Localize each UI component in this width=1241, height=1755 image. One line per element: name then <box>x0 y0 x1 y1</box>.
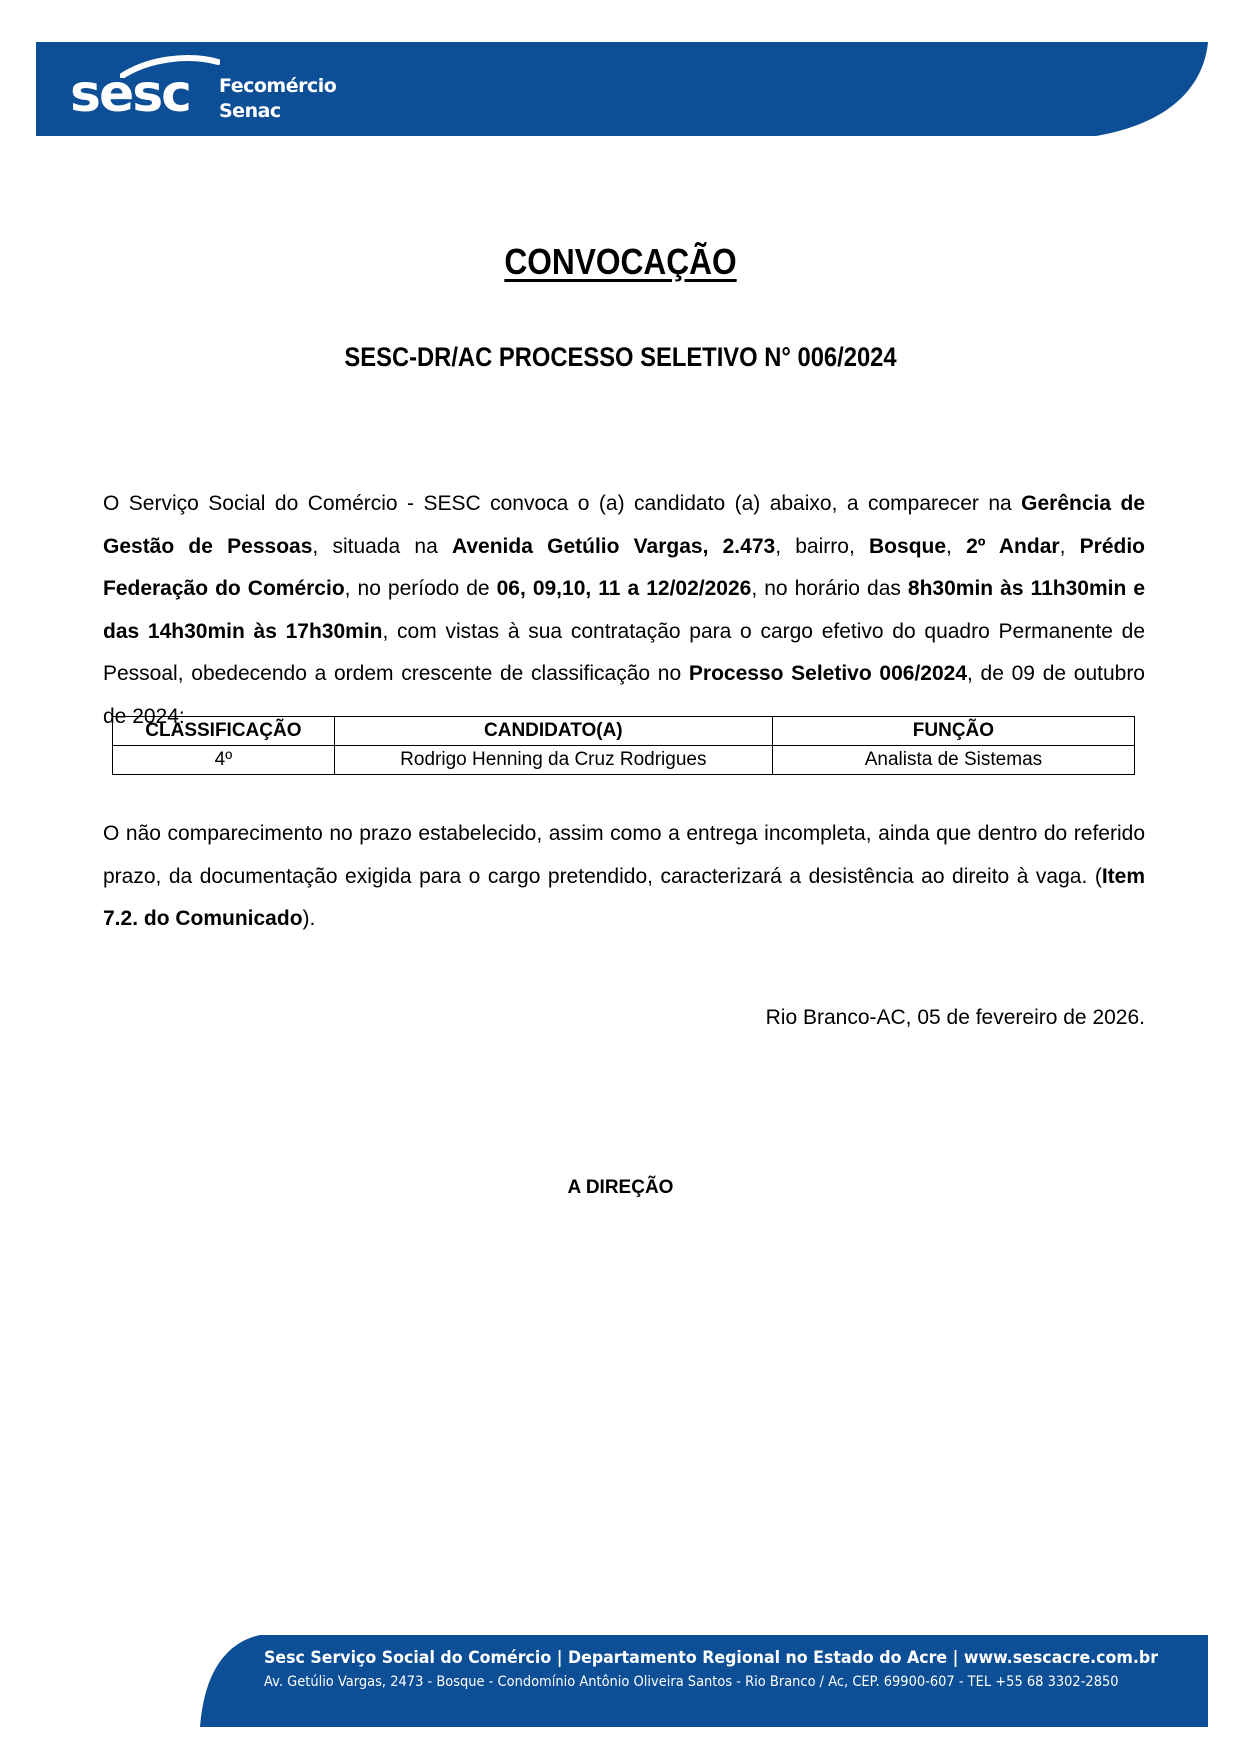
warning-paragraph: O não comparecimento no prazo estabelecido, assim como a entrega incompleta, ainda que dentro do referido prazo, da documentação exigida para o cargo pretendido, caracterizará a desistência ao direito à vaga. (Item 7.2. do Comunicado). <box>103 822 1145 930</box>
footer-organization: Sesc Serviço Social do Comércio | Departamento Regional no Estado do Acre | www.sescacre.com.br <box>264 1648 1159 1668</box>
table-cell-candidato: Rodrigo Henning da Cruz Rodrigues <box>334 746 772 775</box>
table-header-row <box>113 717 1135 746</box>
table-header-classificacao: CLASSIFICAÇÃO <box>113 717 335 746</box>
fecomercio-logo: Fecomércio <box>219 75 337 97</box>
page-subtitle: SESC-DR/AC PROCESSO SELETIVO N° 006/2024 <box>344 342 897 372</box>
table-header-candidato: CANDIDATO(A) <box>334 717 772 746</box>
senac-logo: Senac <box>219 100 281 122</box>
footer-address: Av. Getúlio Vargas, 2473 - Bosque - Condomínio Antônio Oliveira Santos - Rio Branco / Ac, CEP. 69900-607 - TEL +55 68 3302-2850 <box>264 1674 1119 1690</box>
page-title: CONVOCAÇÃO <box>504 241 737 282</box>
convocation-paragraph: O Serviço Social do Comércio - SESC convoca o (a) candidato (a) abaixo, a comparecer na Gerência de Gestão de Pessoas, situada na Avenida Getúlio Vargas, 2.473, bairro, Bosque, 2º Andar, Prédio Federação do Comércio, no período de 06, 09,10, 11 a 12/02/2026, no horário das 8h30min às 11h30min e das 14h30min às 17h30min, com vistas à sua contratação para o cargo efetivo do quadro Permanente de Pessoal, obedecendo a ordem crescente de classificação no Processo Seletivo 006/2024, de 09 de outubro de 2024: <box>103 492 1146 728</box>
table-row <box>113 746 1135 775</box>
signature: A DIREÇÃO <box>567 1177 674 1198</box>
candidates-table <box>112 716 1135 775</box>
document-date: Rio Branco-AC, 05 de fevereiro de 2026. <box>765 1006 1145 1029</box>
table-cell-funcao: Analista de Sistemas <box>772 746 1134 775</box>
table-cell-classificacao: 4º <box>113 746 335 775</box>
sesc-logo: sesc <box>70 64 190 124</box>
table-header-funcao: FUNÇÃO <box>772 717 1134 746</box>
